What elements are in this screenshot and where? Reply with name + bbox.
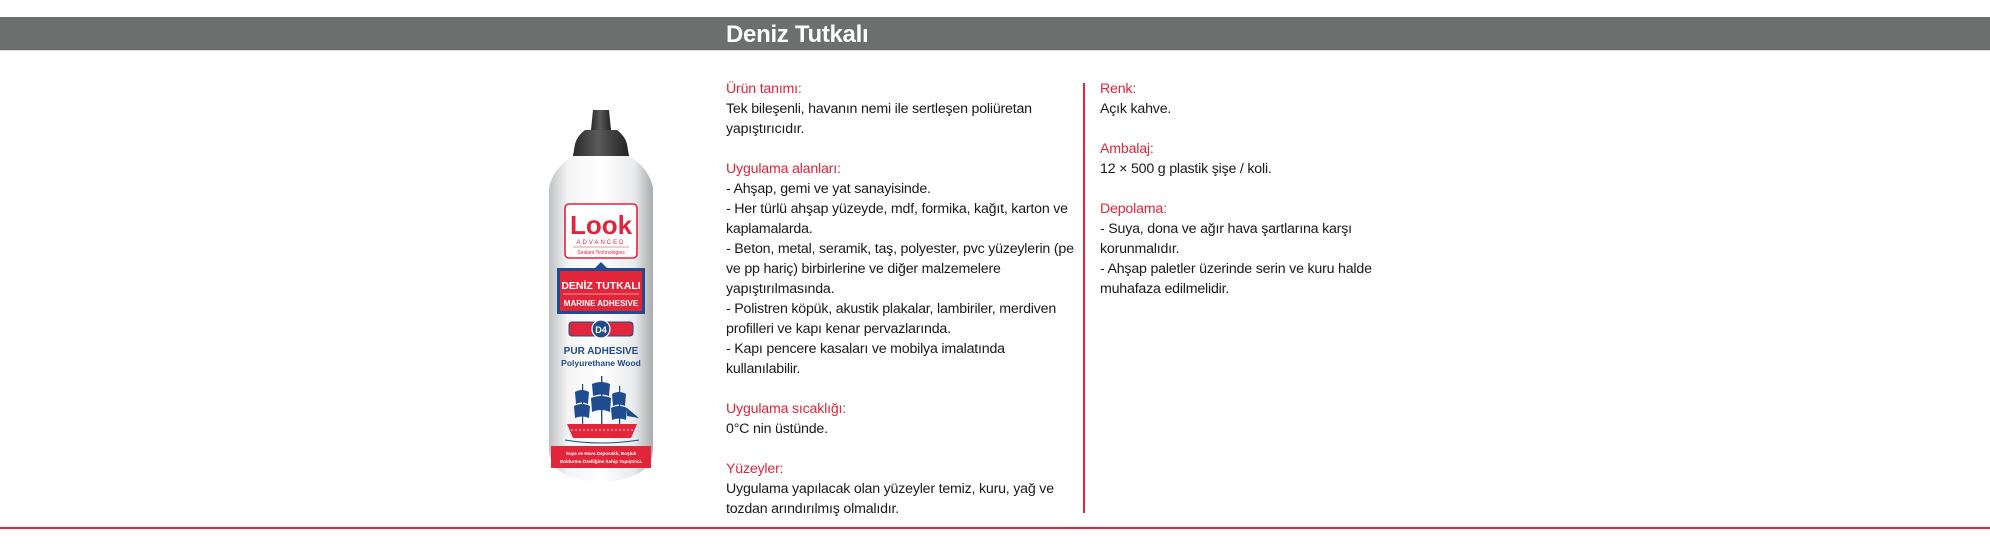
section-surfaces <box>726 459 1078 519</box>
column-divider <box>1083 83 1085 513</box>
bottom-divider <box>0 527 1990 529</box>
section-text: Açık kahve. <box>1100 101 1172 117</box>
section-storage <box>1100 199 1430 299</box>
section-heading: Depolama: <box>1100 201 1167 217</box>
section-color <box>1100 79 1430 119</box>
list-item: - Polistren köpük, akustik plakalar, lambiriler, merdiven profilleri ve kapı kenar pervazlarında. <box>726 301 1057 337</box>
svg-text:ADVANCED: ADVANCED <box>576 240 626 246</box>
section-text: 12 × 500 g plastik şişe / koli. <box>1100 161 1272 177</box>
section-application-temperature <box>726 399 1078 439</box>
section-packaging <box>1100 139 1430 179</box>
svg-text:Doldurma Özelliğine Sahip Yapı: Doldurma Özelliğine Sahip Yapıştırıcı. <box>559 459 643 464</box>
svg-text:PUR ADHESIVE: PUR ADHESIVE <box>563 346 639 357</box>
svg-text:Sealant Technologies: Sealant Technologies <box>577 250 625 256</box>
list-item: - Suya, dona ve ağır hava şartlarına karşı korunmalıdır. <box>1100 221 1352 257</box>
section-heading: Ürün tanımı: <box>726 81 802 97</box>
product-image <box>545 108 657 484</box>
section-heading: Uygulama alanları: <box>726 161 841 177</box>
svg-text:Polyurethane Wood: Polyurethane Wood <box>561 358 641 368</box>
right-column <box>1100 79 1430 319</box>
list-item: - Ahşap, gemi ve yat sanayisinde. <box>726 181 931 197</box>
page-title: Deniz Tutkalı <box>726 21 869 48</box>
section-heading: Yüzeyler: <box>726 461 784 477</box>
nozzle <box>591 110 611 130</box>
section-product-description <box>726 79 1078 139</box>
section-text: Uygulama yapılacak olan yüzeyler temiz, kuru, yağ ve tozdan arındırılmış olmalıdır. <box>726 481 1054 517</box>
list-item: - Her türlü ahşap yüzeyde, mdf, formika, kağıt, karton ve kaplamalarda. <box>726 201 1068 237</box>
svg-text:Look: Look <box>569 210 633 240</box>
section-text: 0°C nin üstünde. <box>726 421 828 437</box>
svg-text:DENİZ TUTKALI: DENİZ TUTKALI <box>561 280 641 292</box>
list-item: - Ahşap paletler üzerinde serin ve kuru halde muhafaza edilmelidir. <box>1100 261 1372 297</box>
svg-text:D4: D4 <box>595 325 607 335</box>
svg-text:Suya ve Hava Deposaklı, Boşluk: Suya ve Hava Deposaklı, Boşluk <box>565 451 637 456</box>
left-column <box>726 79 1078 539</box>
section-heading: Uygulama sıcaklığı: <box>726 401 846 417</box>
list-item: - Beton, metal, seramik, taş, polyester, pvc yüzeylerin (pe ve pp hariç) birbirlerine ve diğer malzemelere yapıştırılmasında. <box>726 241 1074 297</box>
svg-text:MARINE ADHESIVE: MARINE ADHESIVE <box>563 299 639 308</box>
section-application-areas <box>726 159 1078 379</box>
list-item: - Kapı pencere kasaları ve mobilya imalatında kullanılabilir. <box>726 341 1005 377</box>
section-heading: Renk: <box>1100 81 1137 97</box>
header-bar <box>0 17 1990 51</box>
section-heading: Ambalaj: <box>1100 141 1154 157</box>
section-text: Tek bileşenli, havanın nemi ile sertleşen poliüretan yapıştırıcıdır. <box>726 101 1032 137</box>
